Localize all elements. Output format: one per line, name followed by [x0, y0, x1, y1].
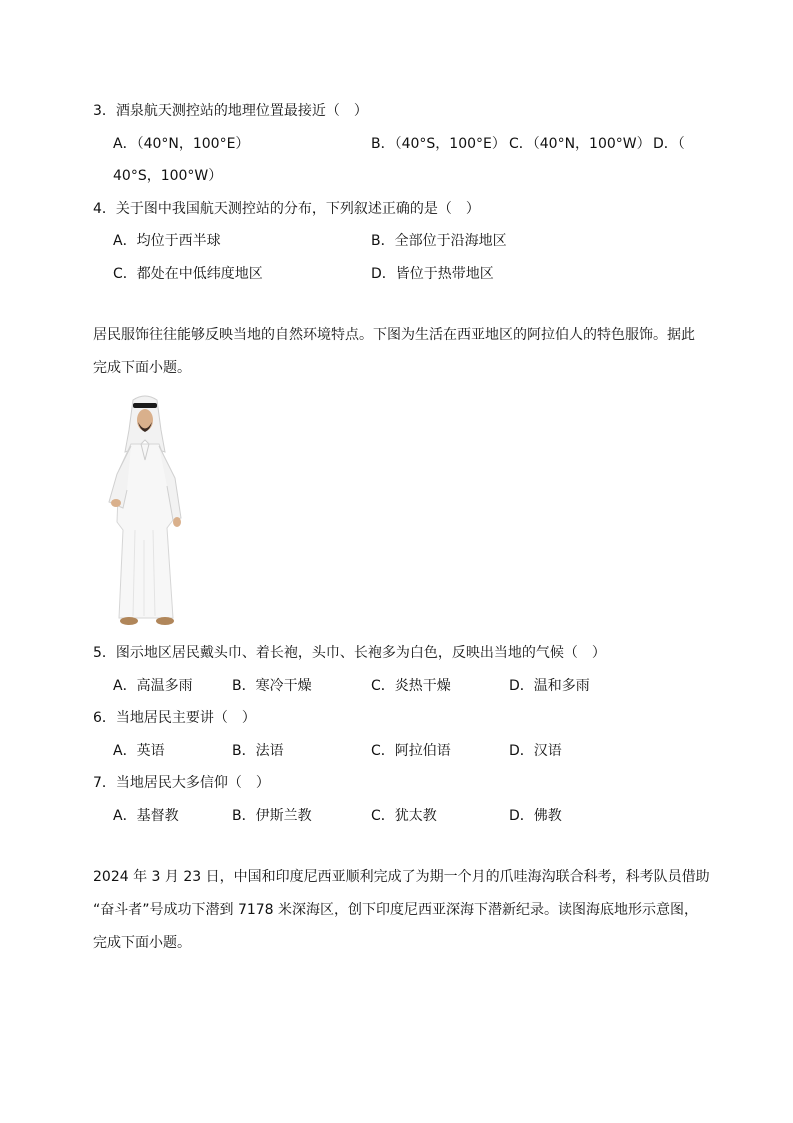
q4-option-b: B．全部位于沿海地区: [371, 233, 507, 249]
q5-option-a: A．高温多雨: [113, 678, 193, 694]
q6-option-d: D．汉语: [509, 743, 562, 759]
passage-2-line-2: “奋斗者”号成功下潜到 7178 米深海区，创下印度尼西亚深海下潜新纪录。读图海底地形示意图，: [93, 902, 699, 918]
question-5-stem: 5．图示地区居民戴头巾、着长袍，头巾、长袍多为白色，反映出当地的气候（ ）: [93, 645, 606, 661]
q7-option-d: D．佛教: [509, 808, 562, 824]
q3-option-d-continued: 40°S，100°W）: [113, 168, 223, 184]
q6-option-a: A．英语: [113, 743, 165, 759]
q3-option-c: C．（40°N，100°W）: [509, 136, 651, 152]
q4-option-c: C．都处在中低纬度地区: [113, 266, 263, 282]
q6-option-b: B．法语: [232, 743, 284, 759]
q7-option-c: C．犹太教: [371, 808, 437, 824]
passage-1-line-1: 居民服饰往往能够反映当地的自然环境特点。下图为生活在西亚地区的阿拉伯人的特色服饰。据此: [93, 327, 695, 343]
q3-option-d: D．（: [653, 136, 685, 152]
passage-2-line-3: 完成下面小题。: [93, 935, 191, 951]
q4-option-a: A．均位于西半球: [113, 233, 221, 249]
question-3-stem: 3．酒泉航天测控站的地理位置最接近（ ）: [93, 103, 368, 119]
question-6-stem: 6．当地居民主要讲（ ）: [93, 710, 256, 726]
arab-traditional-dress-image: [95, 390, 195, 630]
q4-option-d: D．皆位于热带地区: [371, 266, 494, 282]
q3-option-b: B．（40°S，100°E）: [371, 136, 506, 152]
q5-option-d: D．温和多雨: [509, 678, 590, 694]
passage-2-line-1: 2024 年 3 月 23 日，中国和印度尼西亚顺利完成了为期一个月的爪哇海沟联合科考，科考队员借助: [93, 869, 710, 885]
q5-option-c: C．炎热干燥: [371, 678, 451, 694]
q7-option-a: A．基督教: [113, 808, 179, 824]
question-7-stem: 7．当地居民大多信仰（ ）: [93, 775, 270, 791]
passage-1-line-2: 完成下面小题。: [93, 360, 191, 376]
q6-option-c: C．阿拉伯语: [371, 743, 451, 759]
q5-option-b: B．寒冷干燥: [232, 678, 312, 694]
q7-option-b: B．伊斯兰教: [232, 808, 312, 824]
q3-option-a: A．（40°N，100°E）: [113, 136, 250, 152]
question-4-stem: 4．关于图中我国航天测控站的分布，下列叙述正确的是（ ）: [93, 201, 480, 217]
